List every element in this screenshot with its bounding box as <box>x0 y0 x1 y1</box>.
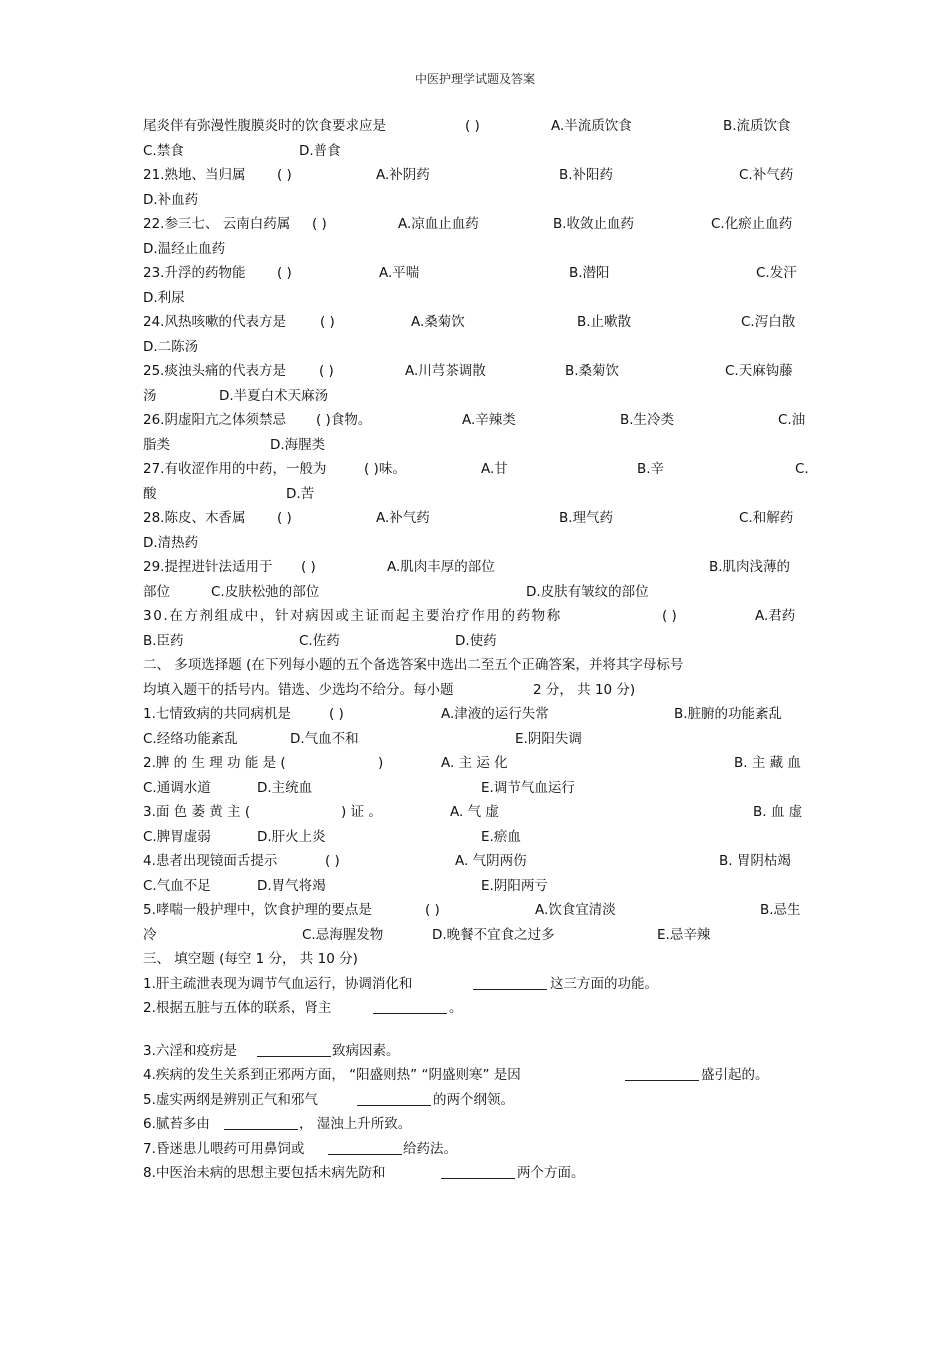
option-d: D.普食 <box>299 142 341 159</box>
text-line <box>143 1088 808 1113</box>
option-b-cont: 冷 <box>143 926 157 943</box>
fill-question-end: 。 <box>449 1000 463 1016</box>
option-d: D.苦 <box>286 485 315 502</box>
option-b: B.理气药 <box>559 510 614 526</box>
section-heading <box>143 947 808 972</box>
text-line <box>143 751 808 776</box>
answer-bracket: ( ) <box>320 314 335 330</box>
question-stem: 5.哮喘一般护理中，饮食护理的要点是 <box>143 902 372 918</box>
text-line <box>143 727 808 752</box>
text-line <box>143 874 808 899</box>
option-d: D.补血药 <box>143 191 199 208</box>
option-b: B.桑菊饮 <box>565 363 620 379</box>
option-a: A.补阴药 <box>376 167 430 183</box>
text-line <box>143 1112 808 1137</box>
option-c: C.化瘀止血药 <box>711 216 793 232</box>
question-stem: 26.阴虚阳亢之体须禁忌 <box>143 412 286 428</box>
text-line <box>143 604 808 629</box>
text-line <box>143 555 808 580</box>
option-c: C.脾胃虚弱 <box>143 828 211 845</box>
text-line <box>143 457 808 482</box>
fill-blank[interactable] <box>625 1066 699 1081</box>
fill-question-end: 给药法。 <box>403 1140 457 1157</box>
option-b: B.肌肉浅薄的 <box>709 559 791 575</box>
option-b: B. 胃阴枯竭 <box>719 853 791 869</box>
fill-blank[interactable] <box>473 975 547 990</box>
text-line <box>143 972 808 997</box>
text-line <box>143 776 808 801</box>
text-line <box>143 286 808 311</box>
option-c: C. <box>795 461 809 477</box>
text-line <box>143 1039 808 1064</box>
question-stem: 尾炎伴有弥漫性腹膜炎时的饮食要求应是 <box>143 118 386 134</box>
option-d: D.使药 <box>455 632 497 649</box>
question-stem: 28.陈皮、木香属 <box>143 510 246 526</box>
fill-question-end: ， 湿浊上升所致。 <box>299 1116 412 1132</box>
fill-question: 1.肝主疏泄表现为调节气血运行，协调消化和 <box>143 975 413 992</box>
option-b: B.流质饮食 <box>723 118 791 134</box>
option-d: D.肝火上炎 <box>257 828 326 845</box>
fill-question-end: 的两个纲领。 <box>433 1091 514 1108</box>
text-line <box>143 335 808 360</box>
option-d: D.海腥类 <box>270 436 326 453</box>
fill-blank[interactable] <box>441 1164 515 1179</box>
fill-question: 8.中医治未病的思想主要包括未病先防和 <box>143 1165 386 1181</box>
question-stem: 23.升浮的药物能 <box>143 265 246 281</box>
section-instructions: 均填入题干的括号内。错选、少选均不给分。每小题 <box>143 681 454 698</box>
option-b: B.止嗽散 <box>577 314 632 330</box>
fill-question: 7.昏迷患儿喂药可用鼻饲或 <box>143 1140 305 1157</box>
answer-bracket: ( ) <box>277 167 292 183</box>
text-line <box>143 163 808 188</box>
question-stem: 4.患者出现镜面舌提示 <box>143 853 278 869</box>
option-b: B.臣药 <box>143 632 184 649</box>
text-line <box>143 188 808 213</box>
question-stem: 2.脾 的 生 理 功 能 是 ( <box>143 755 286 771</box>
text-line <box>143 139 808 164</box>
option-c-cont: 脂类 <box>143 436 170 453</box>
option-a: A.凉血止血药 <box>398 216 479 232</box>
option-d: D.皮肤有皱纹的部位 <box>526 583 649 600</box>
fill-question: 4.疾病的发生关系到正邪两方面， “阳盛则热” “阴盛则寒” 是因 <box>143 1067 521 1083</box>
answer-bracket: ( ) <box>662 608 677 624</box>
fill-question: 2.根据五脏与五体的联系，肾主 <box>143 1000 332 1016</box>
option-c: C.发汗 <box>756 265 797 281</box>
option-e: E.阴阳失调 <box>515 730 582 747</box>
text-line <box>143 114 808 139</box>
option-e: E.调节气血运行 <box>481 779 575 796</box>
text-line <box>143 482 808 507</box>
option-a: A.津液的运行失常 <box>441 706 549 722</box>
option-a: A.川芎茶调散 <box>405 363 486 379</box>
option-c: C.天麻钩藤 <box>725 363 793 379</box>
option-d: D.温经止血药 <box>143 240 226 257</box>
question-stem: 22.参三七、 云南白药属 <box>143 216 291 232</box>
fill-question-end: 这三方面的功能。 <box>550 975 658 992</box>
fill-question: 6.腻苔多由 <box>143 1116 210 1132</box>
option-c: C.补气药 <box>739 167 794 183</box>
fill-question: 5.虚实两纲是辨别正气和邪气 <box>143 1091 318 1108</box>
option-a: A.辛辣类 <box>462 412 516 428</box>
page-title: 中医护理学试题及答案 <box>414 72 535 86</box>
text-line <box>143 678 808 703</box>
option-b: B.潜阳 <box>569 265 610 281</box>
answer-bracket: ) 证 。 <box>341 804 382 820</box>
option-b-cont: 部位 <box>143 583 170 600</box>
fill-question: 3.六淫和疫疠是 <box>143 1042 237 1059</box>
text-line <box>143 1137 808 1162</box>
option-a: A.饮食宜清淡 <box>535 902 616 918</box>
text-line <box>143 898 808 923</box>
question-stem: 24.风热咳嗽的代表方是 <box>143 314 286 330</box>
option-c: C.忌海腥发物 <box>302 926 384 943</box>
option-a: A.平喘 <box>379 265 420 281</box>
text-line <box>143 702 808 727</box>
text-line <box>143 996 808 1021</box>
option-c: C.禁食 <box>143 142 184 159</box>
text-line <box>143 359 808 384</box>
text-line <box>143 531 808 556</box>
section-title-multiple-choice: 二、 多项选择题 (在下列每小题的五个备选答案中选出二至五个正确答案，并将其字母标号 <box>143 657 684 673</box>
option-e: E.阴阳两亏 <box>481 877 548 894</box>
fill-question-end: 致病因素。 <box>332 1042 400 1059</box>
text-line <box>143 825 808 850</box>
option-b: B.忌生 <box>760 902 801 918</box>
fill-blank[interactable] <box>257 1042 331 1057</box>
text-line <box>143 261 808 286</box>
option-c: C.泻白散 <box>741 314 796 330</box>
option-a: A. 主 运 化 <box>441 755 508 771</box>
question-stem: 1.七情致病的共同病机是 <box>143 706 291 722</box>
option-c: C.和解药 <box>739 510 794 526</box>
option-c: C.皮肤松弛的部位 <box>211 583 320 600</box>
option-e: E.瘀血 <box>481 828 521 845</box>
fill-blank[interactable] <box>224 1115 298 1130</box>
answer-bracket: ( )食物。 <box>316 412 372 428</box>
option-a: A. 气 虚 <box>450 804 499 820</box>
question-stem: 29.提捏进针法适用于 <box>143 559 273 575</box>
text-line <box>143 580 808 605</box>
option-b: B.补阳药 <box>559 167 614 183</box>
text-line <box>143 849 808 874</box>
fill-blank[interactable] <box>357 1091 431 1106</box>
text-line <box>143 310 808 335</box>
option-d: D.晚餐不宜食之过多 <box>432 926 555 943</box>
answer-bracket: ( ) <box>465 118 480 134</box>
fill-question-end: 两个方面。 <box>517 1165 585 1181</box>
answer-bracket: ( ) <box>277 510 292 526</box>
option-a: A.甘 <box>481 461 508 477</box>
option-b: B. 血 虚 <box>753 804 803 820</box>
text-line <box>143 1063 808 1088</box>
section-title-fill-blank: 三、 填空题 (每空 1 分， 共 10 分) <box>143 951 358 967</box>
fill-blank[interactable] <box>328 1140 402 1155</box>
option-d: D.清热药 <box>143 534 199 551</box>
question-stem: 21.熟地、当归属 <box>143 167 246 183</box>
option-a: A.补气药 <box>376 510 430 526</box>
text-line <box>143 433 808 458</box>
exam-content <box>143 114 808 1186</box>
option-d: D.气血不和 <box>290 730 359 747</box>
answer-bracket: ( )味。 <box>364 461 406 477</box>
option-b: B.辛 <box>637 461 665 477</box>
option-d: D.胃气将竭 <box>257 877 326 894</box>
text-line <box>143 212 808 237</box>
option-a: A.半流质饮食 <box>551 118 632 134</box>
option-d: D.利尿 <box>143 289 185 306</box>
option-d: D.主统血 <box>257 779 313 796</box>
text-line <box>143 237 808 262</box>
option-b: B.收敛止血药 <box>553 216 635 232</box>
option-c: C.佐药 <box>299 632 340 649</box>
fill-blank[interactable] <box>373 999 447 1014</box>
option-c: C.气血不足 <box>143 877 211 894</box>
answer-bracket: ( ) <box>329 706 344 722</box>
option-c-cont: 汤 <box>143 387 157 404</box>
question-stem: 25.痰浊头痛的代表方是 <box>143 363 286 379</box>
answer-bracket: ( ) <box>425 902 440 918</box>
option-b: B. 主 藏 血 <box>734 755 801 771</box>
text-line <box>143 800 808 825</box>
text-line <box>143 408 808 433</box>
section-scoring: 2 分， 共 10 分) <box>533 681 636 698</box>
answer-bracket: ( ) <box>277 265 292 281</box>
option-b: B.生冷类 <box>620 412 675 428</box>
option-a: A.桑菊饮 <box>411 314 465 330</box>
answer-bracket: ( ) <box>319 363 334 379</box>
option-b: B.脏腑的功能紊乱 <box>674 706 783 722</box>
question-stem: 27.有收涩作用的中药，一般为 <box>143 461 327 477</box>
option-a: A.肌肉丰厚的部位 <box>387 559 495 575</box>
option-c-cont: 酸 <box>143 485 157 502</box>
option-a: A.君药 <box>755 608 796 624</box>
answer-bracket: ( ) <box>301 559 316 575</box>
section-heading <box>143 653 808 678</box>
option-d: D.二陈汤 <box>143 338 199 355</box>
option-e: E.忌辛辣 <box>657 926 711 943</box>
text-line <box>143 1161 808 1186</box>
answer-bracket: ( ) <box>325 853 340 869</box>
answer-bracket: ( ) <box>312 216 327 232</box>
fill-question-end: 盛引起的。 <box>701 1067 769 1083</box>
text-line <box>143 923 808 948</box>
option-d: D.半夏白术天麻汤 <box>219 387 329 404</box>
text-line <box>143 506 808 531</box>
question-stem: 30.在方剂组成中，针对病因或主证而起主要治疗作用的药物称 <box>143 608 562 624</box>
answer-bracket: ) <box>378 755 384 771</box>
text-line <box>143 384 808 409</box>
option-c: C.经络功能紊乱 <box>143 730 238 747</box>
text-line <box>143 629 808 654</box>
option-c: C.通调水道 <box>143 779 211 796</box>
option-a: A. 气阴两伤 <box>455 853 527 869</box>
option-c: C.油 <box>778 412 806 428</box>
question-stem: 3.面 色 萎 黄 主 ( <box>143 804 251 820</box>
